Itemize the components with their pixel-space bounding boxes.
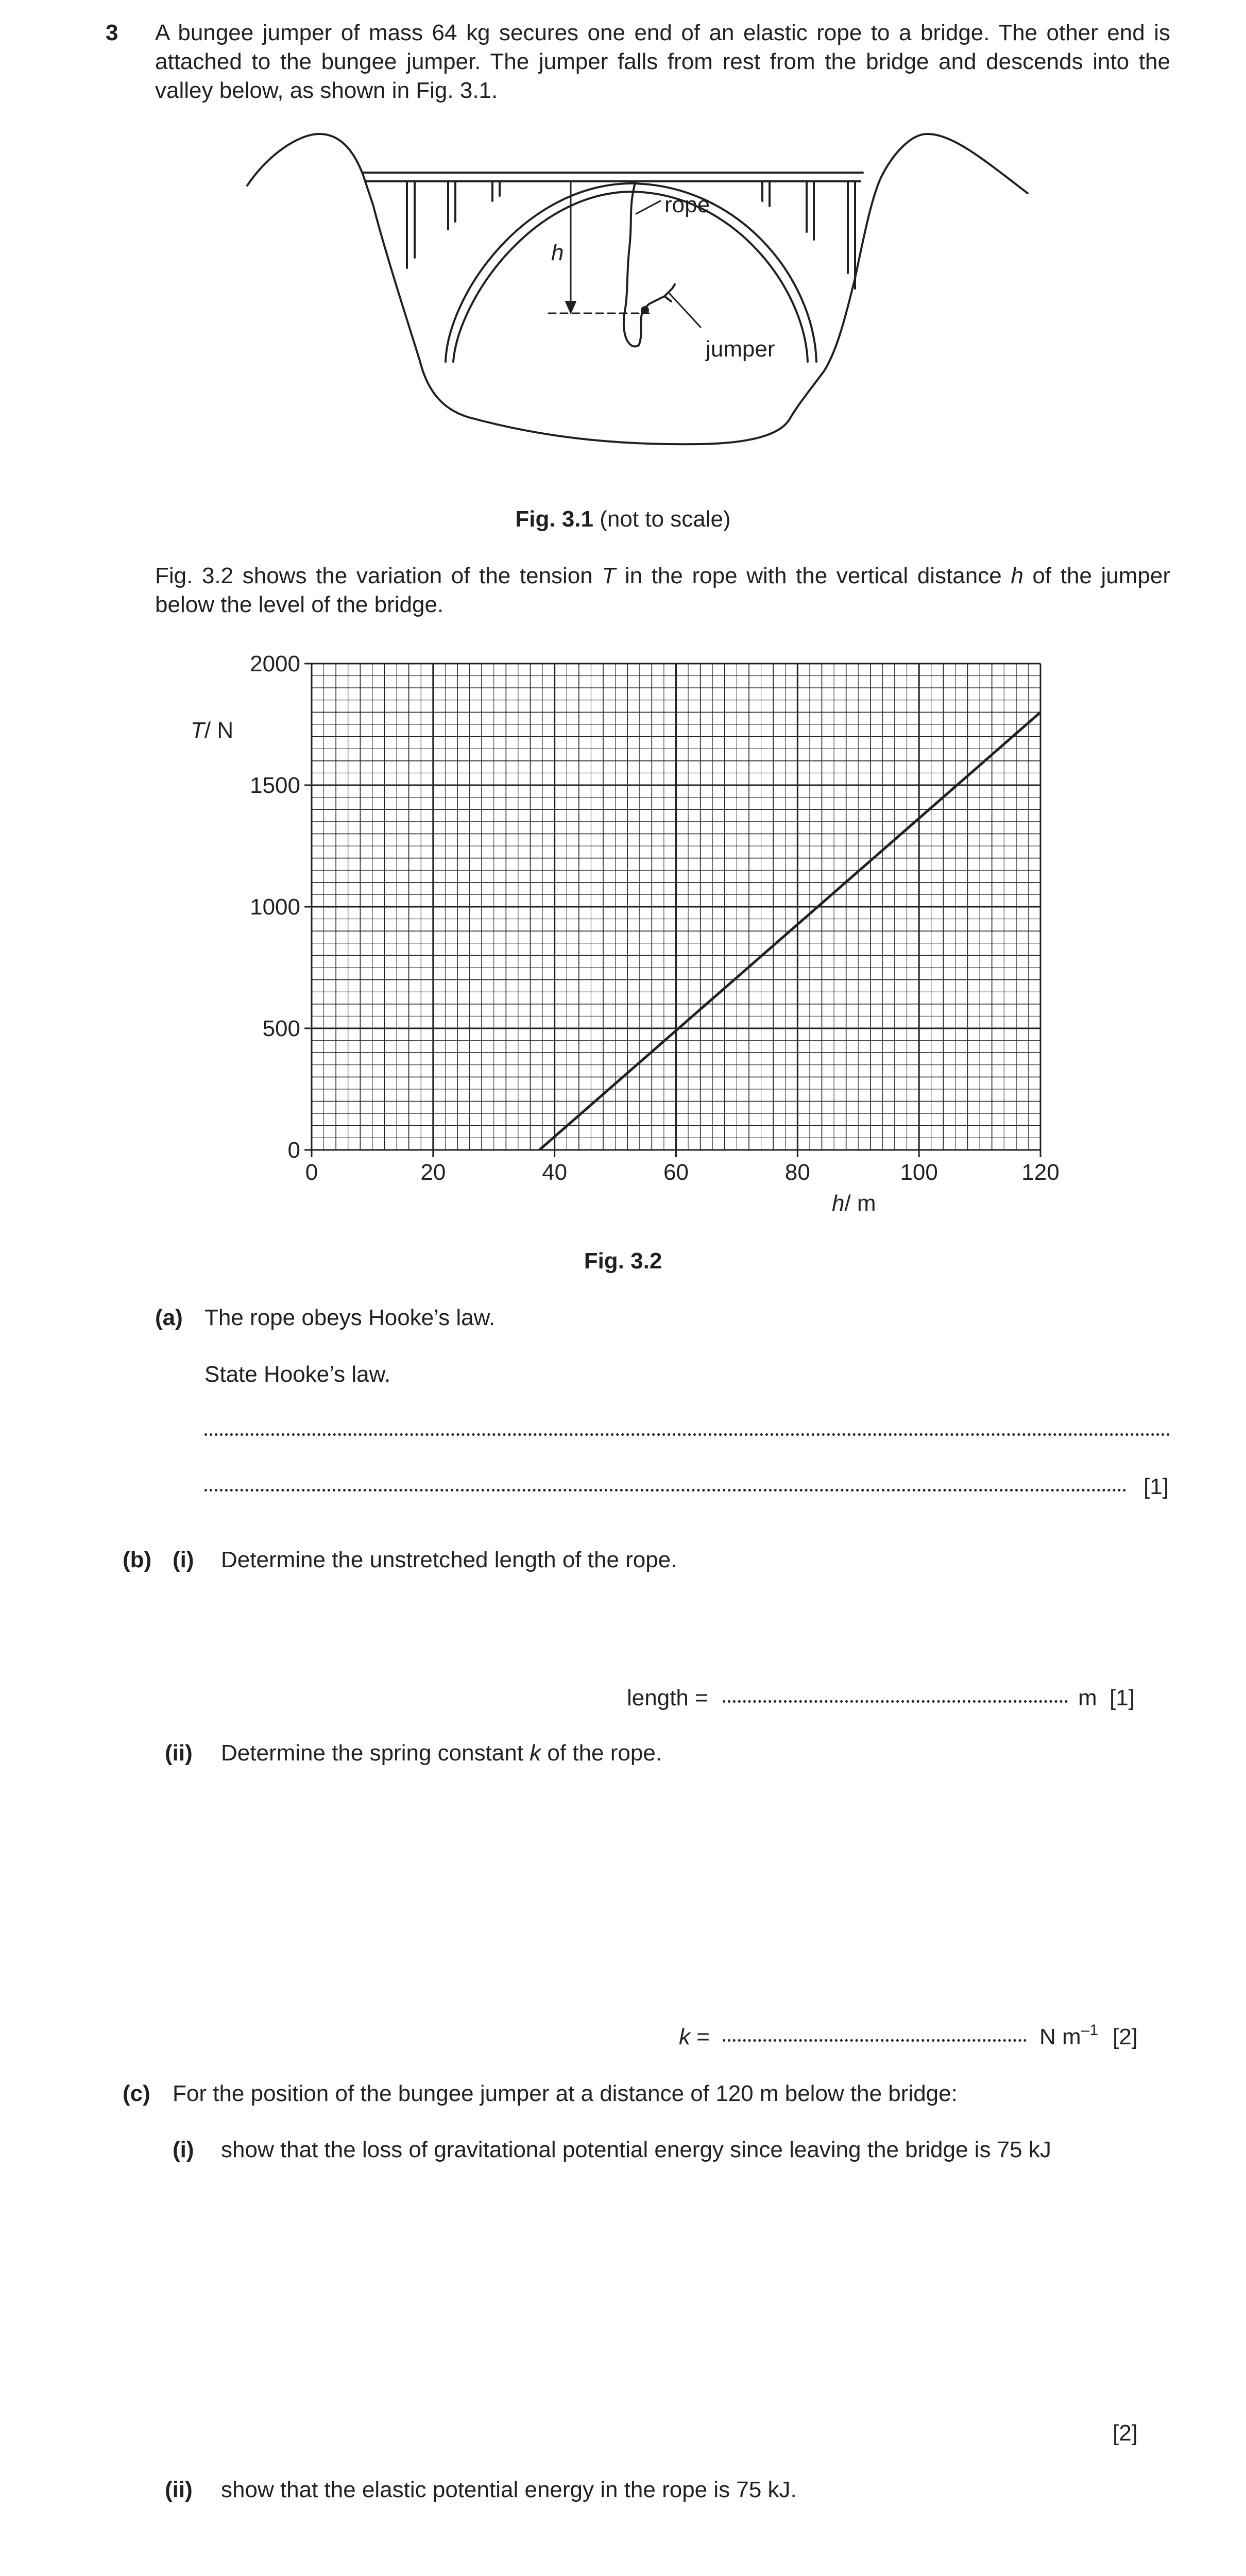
part-b-i-label: (i) [173,1547,194,1572]
part-a-text-2: State Hooke’s law. [204,1362,391,1387]
fig32-intro-var-T: T [602,563,616,588]
fig32-intro-text-a: Fig. 3.2 shows the variation of the tension [155,563,602,588]
y-tick-label: 2000 [250,651,300,676]
k-answer-label: k = [679,2024,710,2049]
fig32-intro-line-1 [155,562,1170,590]
part-b-i-text: Determine the unstretched length of the rope. [221,1547,677,1572]
diagram-label-rope: rope [664,192,710,217]
diagram-label-jumper: jumper [706,336,775,362]
tension-vs-distance-chart [155,639,1102,1226]
part-b-ii-var-k: k [530,1740,541,1766]
fig31-caption [0,505,1246,534]
x-tick-label: 80 [784,1160,810,1185]
fig32-intro-text-b: in the rope with the vertical distance [616,563,1011,588]
y-tick-label: 0 [287,1138,300,1163]
part-b-ii-label: (ii) [165,1740,193,1766]
bungee-bridge-diagram [237,124,1040,474]
part-c-i-label: (i) [173,2137,194,2162]
y-tick-label: 1500 [250,773,300,798]
chart-x-ticks [305,1150,1060,1185]
intro-line-3: valley below, as shown in Fig. 3.1. [155,78,498,103]
k-unit [1039,2023,1098,2052]
part-b-ii-text-a: Determine the spring constant [221,1740,530,1766]
part-a-answer-line-2[interactable] [204,1489,1126,1492]
part-b-ii-text-b: of the rope. [541,1740,662,1766]
k-answer-var: k [679,2024,690,2049]
length-unit: m [1078,1685,1097,1710]
part-b-label: (b) [123,1547,152,1572]
length-answer-label: length = [627,1685,708,1710]
fig31-caption-note: (not to scale) [600,506,731,532]
y-tick-label: 500 [262,1016,300,1041]
k-answer-line[interactable] [723,2039,1027,2042]
question-number: 3 [106,20,118,45]
part-a-text-1: The rope obeys Hooke’s law. [204,1305,496,1330]
x-tick-label: 60 [663,1160,689,1185]
intro-line-2: attached to the bungee jumper. The jumper falls from rest from the bridge and descends into the [155,49,1170,74]
part-b-i-marks: [1] [1110,1685,1135,1710]
part-b-ii-text [221,1739,662,1768]
x-tick-label: 100 [900,1160,938,1185]
fig31-caption-title: Fig. 3.1 [515,506,593,532]
part-a-answer-line-1[interactable] [204,1433,1170,1436]
part-c-label: (c) [123,2081,150,2106]
question-intro [155,19,1170,105]
part-b-ii-marks: [2] [1113,2024,1138,2049]
fig32-intro-var-h: h [1011,563,1023,588]
fig32-intro-line-2: below the level of the bridge. [155,592,444,617]
k-unit-text: N m [1039,2024,1081,2049]
length-answer-line[interactable] [723,1700,1068,1703]
intro-line-1: A bungee jumper of mass 64 kg secures one end of an elastic rope to a bridge. The other end is [155,20,1170,45]
diagram-label-h: h [551,240,564,265]
chart-x-axis-label: h/ m [832,1191,876,1216]
part-c-text: For the position of the bungee jumper at a distance of 120 m below the bridge: [173,2081,958,2106]
x-tick-label: 120 [1021,1160,1060,1185]
part-c-ii-label: (ii) [165,2477,193,2502]
fig32-intro-text-c: of the jumper [1023,563,1171,588]
y-tick-label: 1000 [250,894,300,920]
k-unit-superscript: –1 [1081,2022,1099,2039]
x-tick-label: 40 [542,1160,568,1185]
part-c-i-text: show that the loss of gravitational potential energy since leaving the bridge is 75 kJ [221,2137,1051,2162]
part-c-i-marks: [2] [1113,2420,1138,2446]
part-a-marks: [1] [1143,1474,1169,1499]
part-c-ii-text: show that the elastic potential energy in the rope is 75 kJ. [221,2477,797,2502]
chart-y-axis-label: T/ N [191,718,234,743]
x-tick-label: 0 [305,1160,318,1185]
fig32-intro [155,562,1170,619]
part-a-label: (a) [155,1305,183,1330]
chart-y-ticks [250,651,312,1163]
x-tick-label: 20 [420,1160,446,1185]
fig32-caption: Fig. 3.2 [584,1248,662,1274]
